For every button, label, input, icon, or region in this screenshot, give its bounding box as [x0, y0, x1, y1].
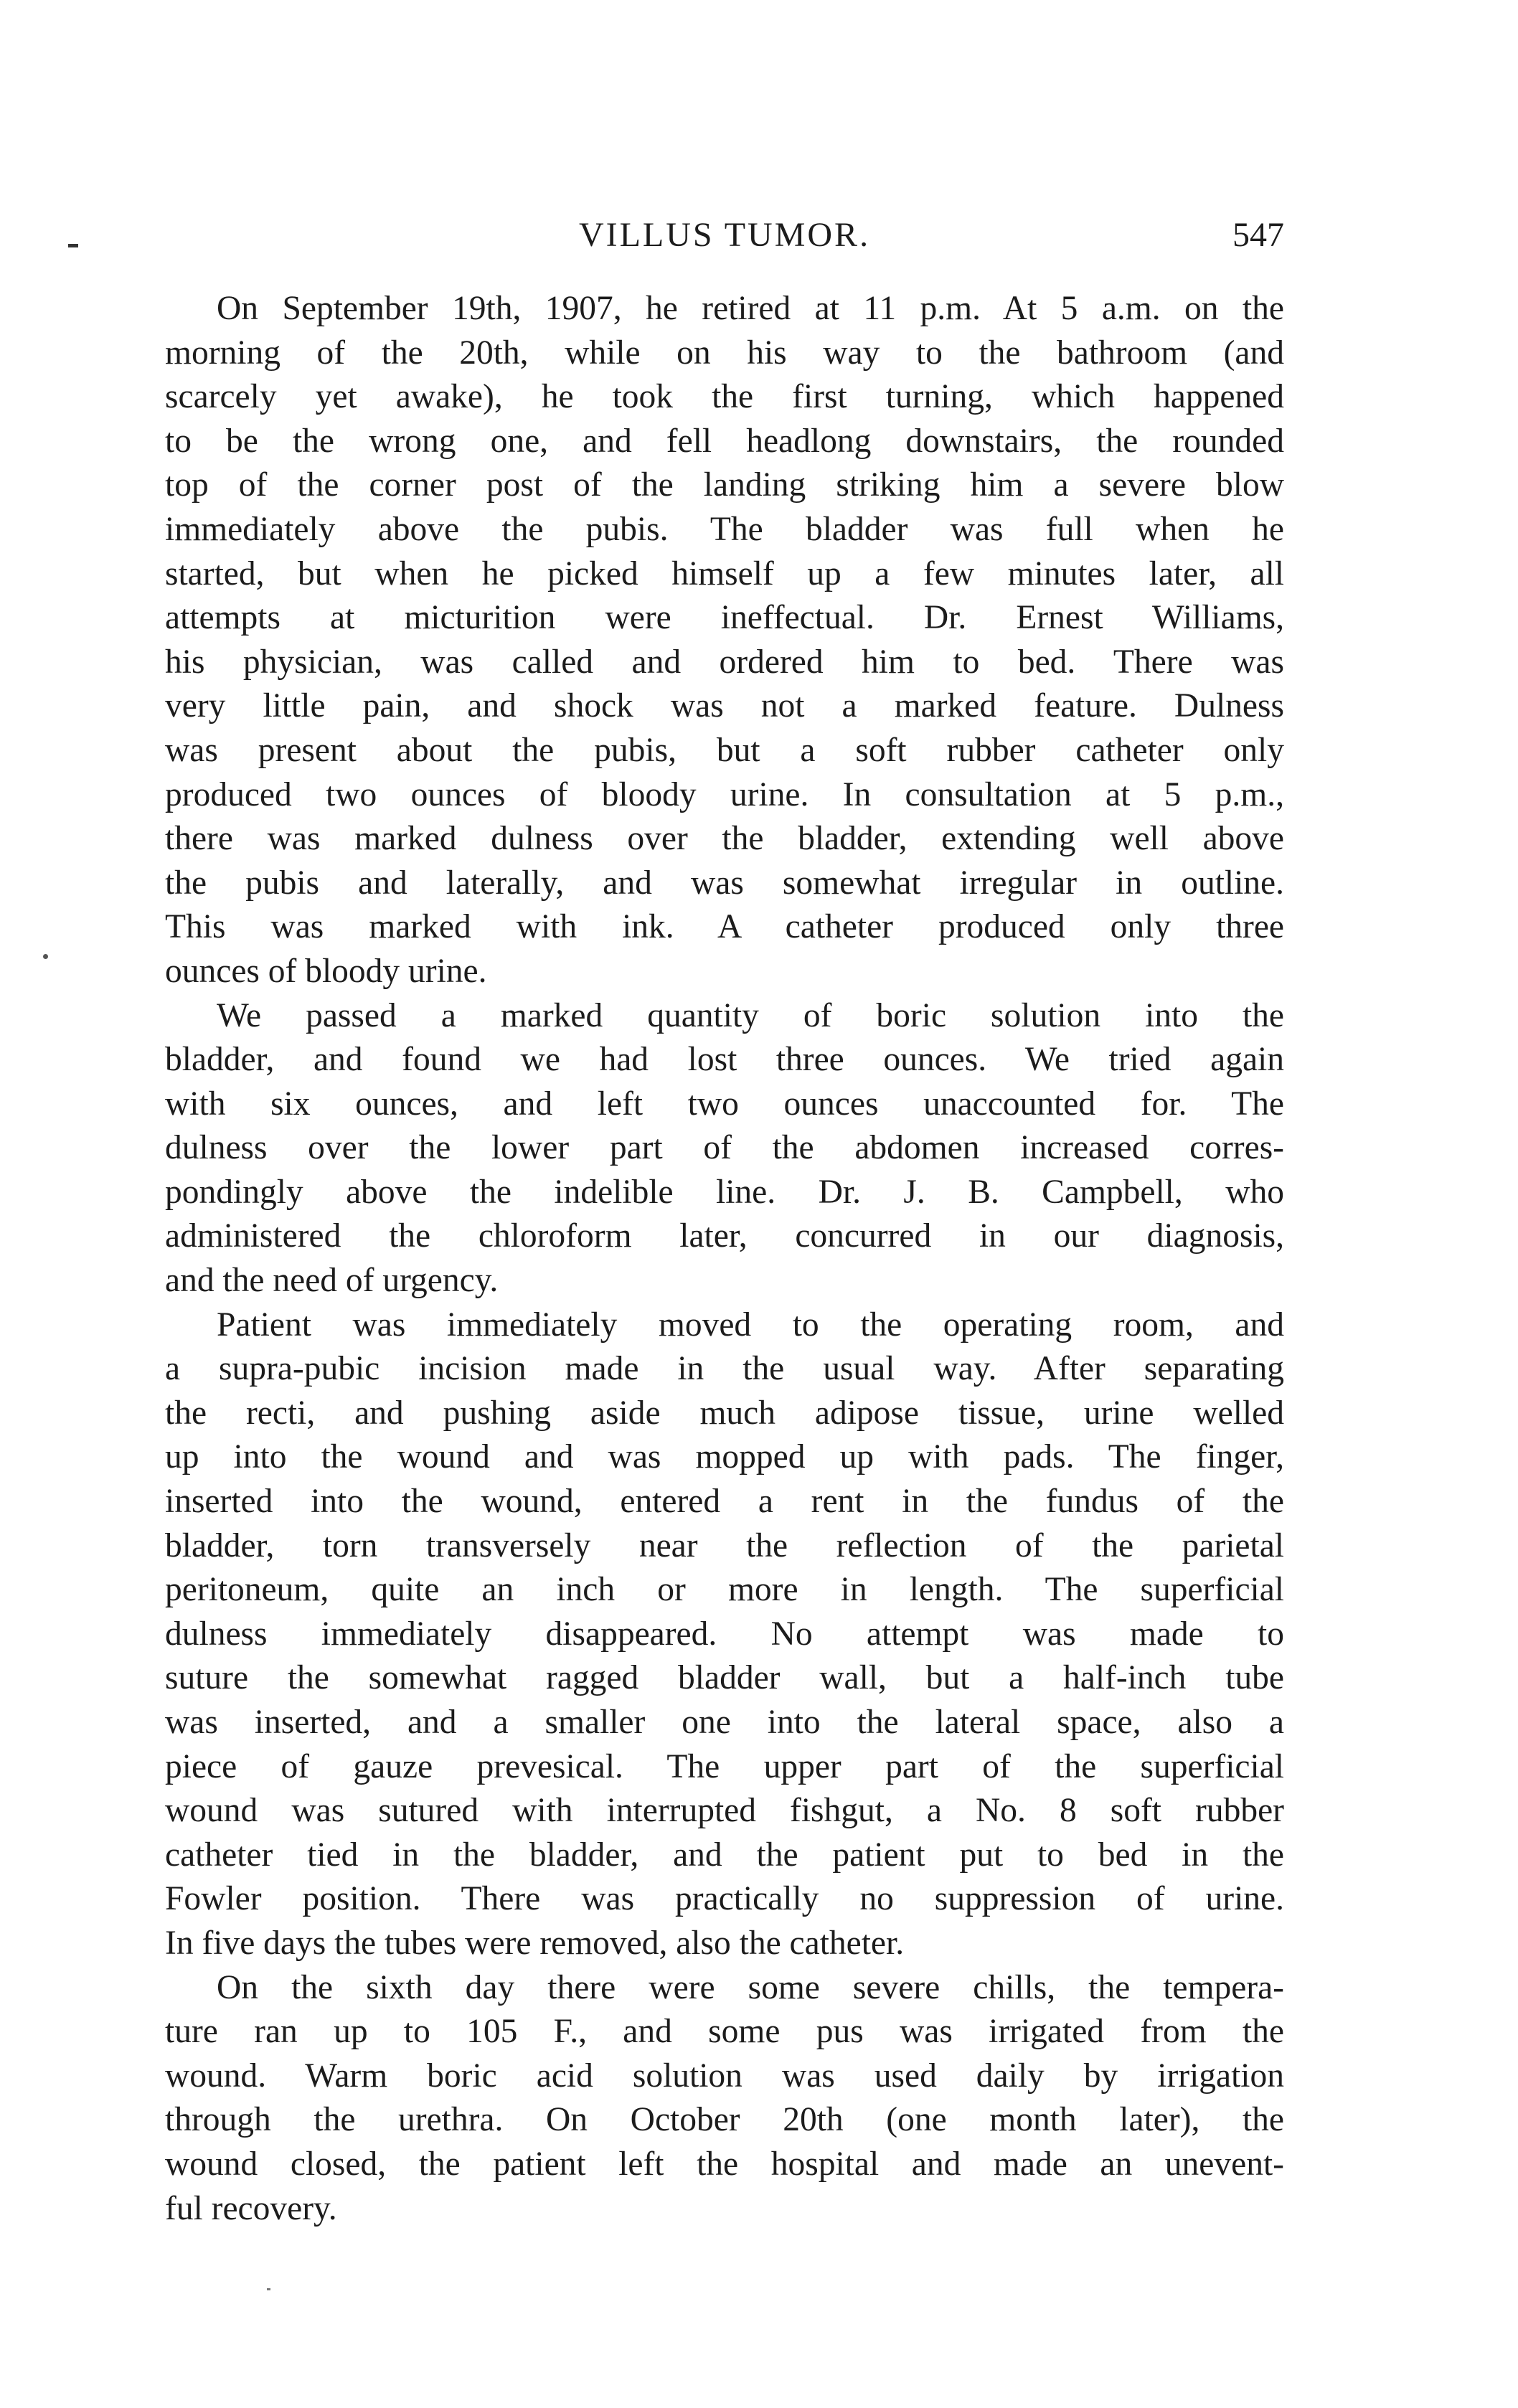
- body-text: [165, 287, 1284, 2231]
- text-line: the recti, and pushing aside much adipose tissue, urine welled: [165, 1394, 1284, 1432]
- margin-dot-mark: [43, 954, 48, 959]
- text-line: and the need of urgency.: [165, 1262, 499, 1300]
- text-line: pondingly above the indelible line. Dr. J. B. Campbell, who: [165, 1173, 1284, 1211]
- paragraph-2: [165, 994, 1284, 1303]
- text-line: suture the somewhat ragged bladder wall, but a half-inch tube: [165, 1659, 1284, 1697]
- text-line: ful recovery.: [165, 2189, 337, 2227]
- text-line: produced two ounces of bloody urine. In consultation at 5 p.m.,: [165, 775, 1284, 813]
- running-head: [165, 215, 1284, 265]
- text-line: immediately above the pubis. The bladder was full when he: [165, 510, 1284, 548]
- text-line: wound closed, the patient left the hospital and made an unevent-: [165, 2145, 1284, 2183]
- paragraph-4: [165, 1966, 1284, 2232]
- text-line: bladder, and found we had lost three ounces. We tried again: [165, 1041, 1284, 1079]
- text-line: This was marked with ink. A catheter produced only three: [165, 908, 1284, 946]
- text-line: dulness over the lower part of the abdomen increased corres-: [165, 1129, 1284, 1167]
- text-line: wound. Warm boric acid solution was used daily by irrigation: [165, 2057, 1284, 2095]
- text-line: there was marked dulness over the bladder, extending well above: [165, 820, 1284, 858]
- text-line: up into the wound and was mopped up with pads. The finger,: [165, 1438, 1284, 1476]
- text-line: a supra-pubic incision made in the usual way. After separating: [165, 1350, 1284, 1388]
- text-line: started, but when he picked himself up a few minutes later, all: [165, 554, 1284, 592]
- text-line: We passed a marked quantity of boric solution into the: [217, 996, 1284, 1034]
- text-line: catheter tied in the bladder, and the patient put to bed in the: [165, 1836, 1284, 1874]
- text-line: attempts at micturition were ineffectual. Dr. Ernest Williams,: [165, 599, 1284, 637]
- bottom-speck-mark: [267, 2288, 270, 2290]
- text-line: inserted into the wound, entered a rent in the fundus of the: [165, 1483, 1284, 1521]
- text-line: through the urethra. On October 20th (one month later), the: [165, 2101, 1284, 2139]
- text-line: On September 19th, 1907, he retired at 11 p.m. At 5 a.m. on the: [217, 290, 1284, 327]
- text-line: piece of gauze prevesical. The upper part of the superficial: [165, 1747, 1284, 1785]
- text-line: Patient was immediately moved to the operating room, and: [217, 1305, 1284, 1344]
- text-line: top of the corner post of the landing striking him a severe blow: [165, 466, 1284, 504]
- text-line: the pubis and laterally, and was somewhat irregular in outline.: [165, 864, 1284, 902]
- text-line: On the sixth day there were some severe chills, the tempera-: [217, 1968, 1284, 2006]
- page-number: 547: [1232, 216, 1284, 254]
- text-line: bladder, torn transversely near the reflection of the parietal: [165, 1526, 1284, 1564]
- paragraph-1: [165, 287, 1284, 994]
- text-line: was inserted, and a smaller one into the lateral space, also a: [165, 1704, 1284, 1741]
- text-line: ounces of bloody urine.: [165, 952, 487, 990]
- text-line: his physician, was called and ordered him to bed. There was: [165, 643, 1284, 681]
- running-title: VILLUS TUMOR.: [578, 216, 871, 254]
- paragraph-3: [165, 1303, 1284, 1966]
- text-line: ture ran up to 105 F., and some pus was irrigated from the: [165, 2013, 1284, 2051]
- text-line: administered the chloroform later, concurred in our diagnosis,: [165, 1217, 1284, 1255]
- text-line: In five days the tubes were removed, also the catheter.: [165, 1924, 905, 1962]
- text-line: peritoneum, quite an inch or more in length. The superficial: [165, 1571, 1284, 1609]
- text-line: scarcely yet awake), he took the first turning, which happened: [165, 378, 1284, 416]
- text-line: wound was sutured with interrupted fishgut, a No. 8 soft rubber: [165, 1792, 1284, 1830]
- text-line: with six ounces, and left two ounces unaccounted for. The: [165, 1085, 1284, 1123]
- text-line: morning of the 20th, while on his way to the bathroom (and: [165, 334, 1284, 372]
- text-line: was present about the pubis, but a soft rubber catheter only: [165, 731, 1284, 769]
- text-line: to be the wrong one, and fell headlong downstairs, the rounded: [165, 422, 1284, 460]
- text-line: very little pain, and shock was not a marked feature. Dulness: [165, 687, 1284, 725]
- text-line: dulness immediately disappeared. No attempt was made to: [165, 1615, 1284, 1653]
- margin-dash-mark: [68, 244, 78, 247]
- text-line: Fowler position. There was practically no suppression of urine.: [165, 1880, 1284, 1918]
